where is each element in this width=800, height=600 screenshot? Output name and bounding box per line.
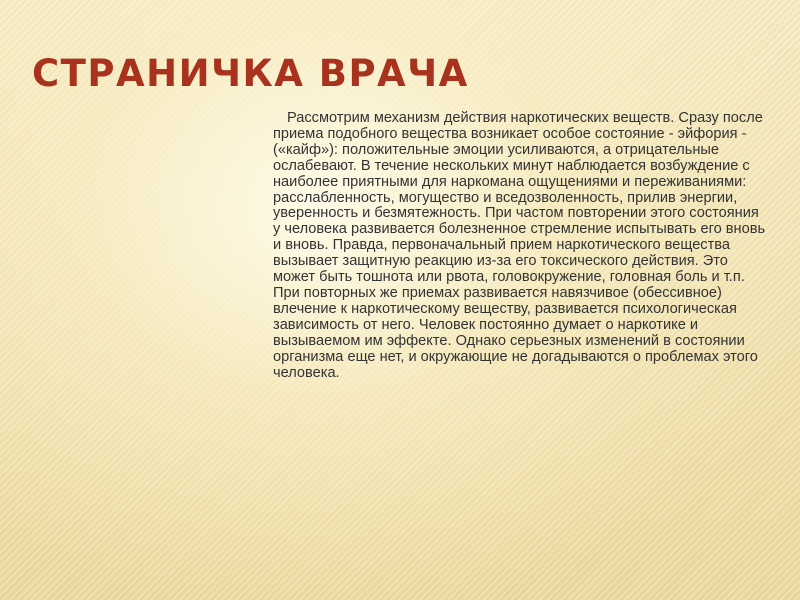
- slide-body-text: Рассмотрим механизм действия наркотических веществ. Сразу после приема подобного вещества возникает особое состояние - эйфория - («кайф»): положительные эмоции усиливаются, а отрицательные ослабевают. В течение нескольких минут наблюдается возбуждение с наиболее приятными для наркомана ощущениями и переживаниями: расслабленность, могущество и вседозволенность, прилив энергии, уверенность и безмятежность. При частом повторении этого состояния у человека развивается болезненное стремление испытывать его вновь и вновь. Правда, первоначальный прием наркотического вещества вызывает защитную реакцию из-за его токсического действия. Это может быть тошнота или рвота, головокружение, головная боль и т.п. При повторных же приемах развивается навязчивое (обессивное) влечение к наркотическому веществу, развивается психологическая зависимость от него. Человек постоянно думает о наркотике и вызываемом им эффекте. Однако серьезных изменений в состоянии организма еще нет, и окружающие не догадываются о проблемах этого человека.: [273, 110, 766, 381]
- slide-title: СТРАНИЧКА ВРАЧА: [32, 52, 469, 95]
